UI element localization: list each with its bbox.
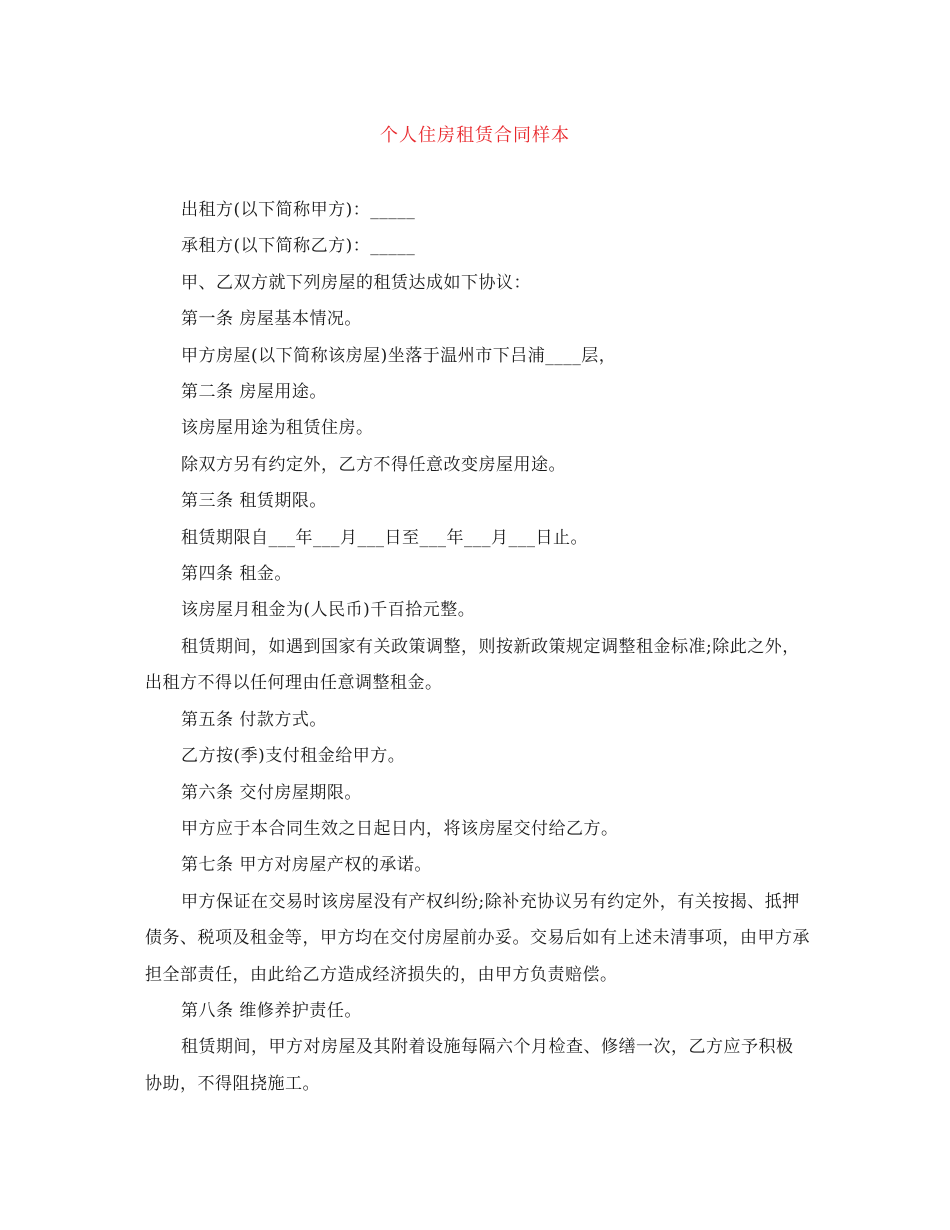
article-7-heading: 第七条 甲方对房屋产权的承诺。 [181, 855, 432, 876]
article-2-text-1: 该房屋用途为租赁住房。 [181, 418, 374, 439]
article-3-text: 租赁期限自___年___月___日至___年___月___日止。 [181, 527, 588, 548]
article-5-heading: 第五条 付款方式。 [181, 709, 327, 730]
article-2-heading: 第二条 房屋用途。 [181, 382, 327, 403]
article-4-text-2: 租赁期间，如遇到国家有关政策调整，则按新政策规定调整租金标准;除此之外，出租方不得以任何理由任意调整租金。 [145, 636, 800, 694]
article-8-text: 租赁期间，甲方对房屋及其附着设施每隔六个月检查、修缮一次，乙方应予积极协助，不得阻挠施工。 [145, 1037, 794, 1094]
article-6-heading: 第六条 交付房屋期限。 [181, 782, 362, 803]
agreement-intro: 甲、乙双方就下列房屋的租赁达成如下协议： [181, 272, 531, 293]
article-6-text: 甲方应于本合同生效之日起日内，将该房屋交付给乙方。 [181, 818, 619, 839]
article-1-text: 甲方房屋(以下简称该房屋)坐落于温州市下吕浦____层， [181, 345, 617, 366]
article-4-text-1: 该房屋月租金为(人民币)千百拾元整。 [181, 600, 476, 621]
document-title: 个人住房租赁合同样本 [380, 125, 570, 146]
party-a-line: 出租方(以下简称甲方)：_____ [181, 200, 416, 220]
article-1-heading: 第一条 房屋基本情况。 [181, 309, 362, 330]
article-4-heading: 第四条 租金。 [181, 564, 292, 585]
party-b-line: 承租方(以下简称乙方)：_____ [181, 236, 416, 257]
article-3-heading: 第三条 租赁期限。 [181, 491, 327, 512]
document-body [145, 192, 810, 1102]
article-2-text-2: 除双方另有约定外，乙方不得任意改变房屋用途。 [181, 454, 566, 475]
article-5-text: 乙方按(季)支付租金给甲方。 [181, 746, 406, 767]
article-8-heading: 第八条 维修养护责任。 [181, 1000, 362, 1021]
article-7-text: 甲方保证在交易时该房屋没有产权纠纷;除补充协议另有约定外，有关按揭、抵押债务、税项及租金等，甲方均在交付房屋前办妥。交易后如有上述未清事项，由甲方承担全部责任，由此给乙方造成经济损失的，由甲方负责赔偿。 [145, 891, 810, 985]
